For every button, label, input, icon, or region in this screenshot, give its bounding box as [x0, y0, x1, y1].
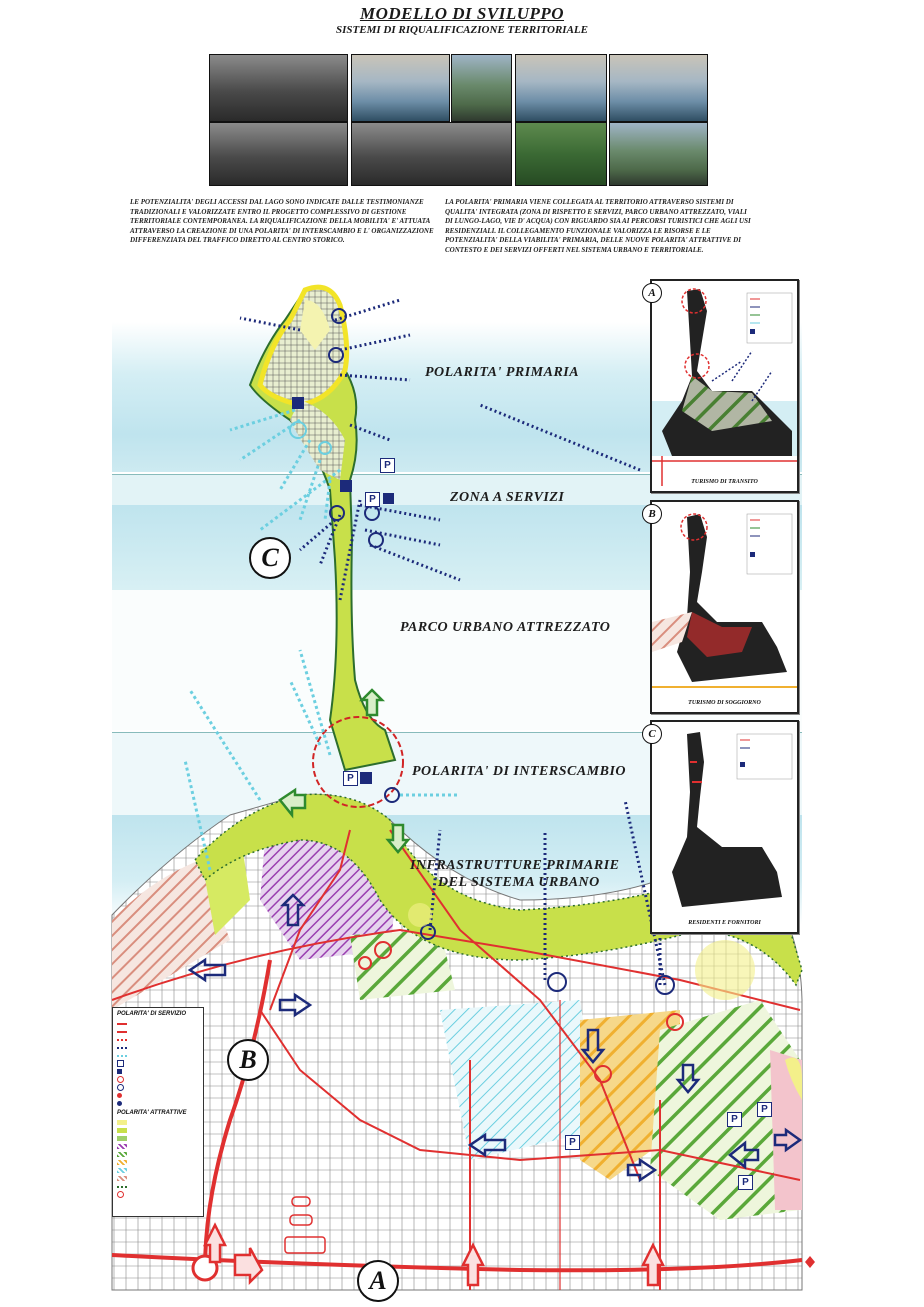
inset-a-letter: A — [642, 283, 662, 303]
zone-label-servizi: ZONA A SERVIZI — [450, 490, 565, 505]
legend-row — [117, 1127, 199, 1134]
legend-head-servizio: POLARITA' DI SERVIZIO — [117, 1011, 186, 1017]
legend-row — [117, 1159, 199, 1166]
inset-map-b — [650, 500, 799, 714]
page-title: MODELLO DI SVILUPPO — [359, 4, 565, 23]
parking-sign: P — [757, 1102, 772, 1117]
legend-row — [117, 1092, 199, 1099]
legend-row — [117, 1151, 199, 1158]
zone-label-parco: PARCO URBANO ATTREZZATO — [400, 620, 611, 635]
intro-text-right: LA POLARITA' PRIMARIA VIENE COLLEGATA AL TERRITORIO ATTRAVERSO SISTEMI DI QUALITA' INTEGRATA (ZONA DI RISPETTO E SERVIZI, PARCO URBANO ATTREZZATO, VIALI DI LUNGO-LAGO, VIE D' ACQUA) CON RIGUARDO SIA AI PERCORSI TURISTICI CHE AGLI USI RESIDENZIALI. IL COLLEGAMENTO FUNZIONALE VALORIZZA LE RISORSE E LE POTENZIALITA' DELLA VIABILITA' PRIMARIA, DELLE NUOVE POLARITA' ATTRATTIVE DI CONTESTO E DEI SERVIZI OFFERTI NEL SISTEMA URBANO E TERRITORIALE. — [445, 198, 751, 254]
intro-text-left: LE POTENZIALITA' DEGLI ACCESSI DAL LAGO SONO INDICATE DALLE TESTIMONIANZE TRADIZIONALI E VALORIZZATE ENTRO IL PROGETTO COMPLESSIVO DI GESTIONE TERRITORIALE CONTEMPORANEA. LA RIQUALIFICAZIONE DELLA MOBILITA' E' ATTUATA ATTRAVERSO LA CREAZIONE DI UNA POLARITA' DI INTERSCAMBIO E L' ORGANIZZAZIONE DIFFERENZIATA DEL TRAFFICO DIRETTO AL CENTRO STORICO. — [130, 198, 434, 244]
parking-sign: P — [565, 1135, 580, 1150]
legend-row — [117, 1036, 199, 1043]
inset-map-b-drawing — [652, 502, 797, 712]
zone-label-interscambio: POLARITA' DI INTERSCAMBIO — [412, 764, 626, 779]
legend-row — [117, 1191, 199, 1198]
marker-a: A — [357, 1260, 399, 1302]
legend-row — [117, 1052, 199, 1059]
marker-c: C — [249, 537, 291, 579]
inset-a-caption: TURISMO DI TRANSITO — [691, 479, 758, 485]
legend-row — [117, 1068, 199, 1075]
inset-map-c-drawing — [652, 722, 797, 932]
parking-sign: P — [727, 1112, 742, 1127]
legend-row — [117, 1119, 199, 1126]
marker-b: B — [227, 1039, 269, 1081]
compass-icon — [803, 1255, 817, 1269]
map-legend — [112, 1007, 204, 1217]
legend-row — [117, 1183, 199, 1190]
inset-c-letter: C — [642, 724, 662, 744]
legend-row — [117, 1143, 199, 1150]
inset-map-a-drawing — [652, 281, 797, 491]
legend-row — [117, 1044, 199, 1051]
inset-b-letter: B — [642, 504, 662, 524]
zone-label-infrastrutture-1: INFRASTRUTTURE PRIMARIE — [410, 858, 620, 873]
legend-head-attrattive: POLARITA' ATTRATTIVE — [117, 1110, 187, 1116]
zone-label-primaria: POLARITA' PRIMARIA — [425, 365, 580, 380]
page-subtitle: SISTEMI DI RIQUALIFICAZIONE TERRITORIALE — [336, 24, 588, 36]
legend-row — [117, 1028, 199, 1035]
inset-map-c — [650, 720, 799, 934]
parking-sign: P — [380, 458, 395, 473]
zone-label-infrastrutture-2: DEL SISTEMA URBANO — [438, 875, 600, 890]
legend-row — [117, 1167, 199, 1174]
legend-row — [117, 1100, 199, 1107]
inset-c-caption: RESIDENTI E FORNITORI — [688, 920, 761, 926]
legend-row — [117, 1076, 199, 1083]
parking-sign: P — [738, 1175, 753, 1190]
legend-row — [117, 1175, 199, 1182]
legend-row — [117, 1060, 199, 1067]
legend-row — [117, 1135, 199, 1142]
parking-sign: P — [343, 771, 358, 786]
parking-sign: P — [365, 492, 380, 507]
inset-b-caption: TURISMO DI SOGGIORNO — [688, 700, 761, 706]
inset-map-a — [650, 279, 799, 493]
legend-row — [117, 1020, 199, 1027]
legend-row — [117, 1084, 199, 1091]
